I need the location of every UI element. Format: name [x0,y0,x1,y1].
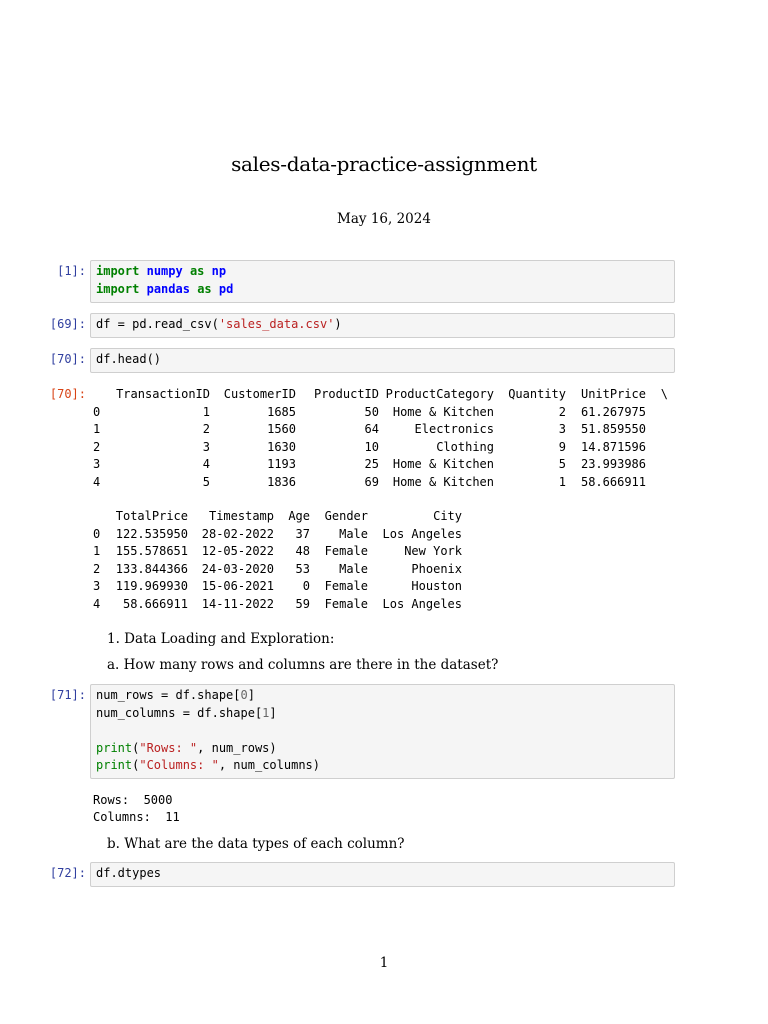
columns-output: Columns: 11 [93,810,180,824]
code-line: import pandas as pd [96,281,234,296]
cell-70-code[interactable] [90,348,675,373]
code-line: df = pd.read_csv('sales_data.csv') [96,317,342,331]
question-a: a. How many rows and columns are there in the dataset? [107,657,499,673]
code-line: print("Columns: ", num_columns) [96,758,320,772]
cell-1-prompt: [1]: [57,264,86,278]
table-row: 4 5 1836 69 Home & Kitchen 1 58.666911 [93,474,646,489]
cell-70-prompt: [70]: [49,352,86,366]
table-row: 3 4 1193 25 Home & Kitchen 5 23.993986 [93,457,646,471]
document-title: sales-data-practice-assignment [231,152,537,176]
code-line: df.dtypes [96,866,162,880]
table-row: 3 119.969930 15-06-2021 0 Female Houston [93,579,462,593]
cell-71-prompt: [71]: [49,688,86,702]
section-heading-data-loading: 1. Data Loading and Exploration: [107,631,335,647]
cell-71-code[interactable] [90,684,675,779]
table-row: 0 122.535950 28-02-2022 37 Male Los Angeles [93,526,462,541]
table-header-row: TotalPrice Timestamp Age Gender City [115,509,462,523]
code-line: num_columns = df.shape[1] [96,705,277,720]
document-date: May 16, 2024 [337,211,431,227]
cell-69-code[interactable] [90,313,675,338]
question-b: b. What are the data types of each column? [107,836,405,852]
code-line [96,722,669,740]
code-line: print("Rows: ", num_rows) [96,740,277,755]
code-line: import numpy as np [96,264,227,278]
table-header-row: TransactionID CustomerID ProductID ProductCategory Quantity UnitPrice \ [116,387,668,401]
rows-output: Rows: 5000 [93,793,173,807]
table-row: 1 155.578651 12-05-2022 48 Female New York [93,544,462,558]
table-row: 4 58.666911 14-11-2022 59 Female Los Angeles [93,596,462,611]
cell-70-output-prompt: [70]: [49,387,86,401]
cell-1-code[interactable] [90,260,675,303]
table-row: 2 3 1630 10 Clothing 9 14.871596 [93,439,646,454]
code-line: num_rows = df.shape[0] [96,688,255,702]
cell-69-prompt: [69]: [49,317,86,331]
df-head-table-2 [93,508,462,613]
df-head-output-part1 [93,386,668,491]
table-row: 2 133.844366 24-03-2020 53 Male Phoenix [93,561,462,576]
df-head-output-part2 [93,508,462,613]
code-line: df.head() [96,352,162,366]
cell-72-code[interactable] [90,862,675,887]
table-row: 0 1 1685 50 Home & Kitchen 2 61.267975 [93,404,646,419]
page-number: 1 [379,955,389,971]
table-row: 1 2 1560 64 Electronics 3 51.859550 [93,422,646,436]
cell-72-prompt: [72]: [49,866,86,880]
df-head-table-1 [93,386,668,491]
